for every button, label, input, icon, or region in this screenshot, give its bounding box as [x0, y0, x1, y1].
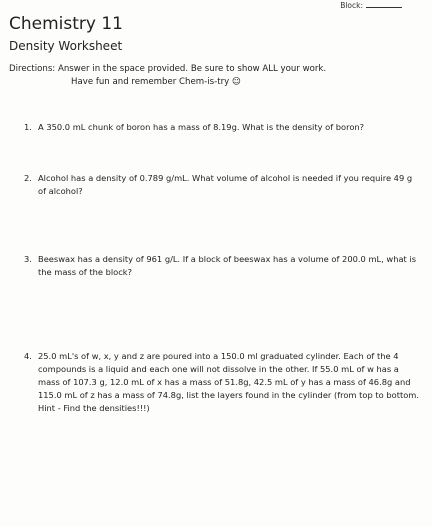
question-4	[24, 350, 419, 415]
directions-line-1: Answer in the space provided. Be sure to show ALL your work.	[57, 64, 327, 74]
question-text: 25.0 mL's of w, x, y and z are poured into a 150.0 ml graduated cylinder. Each of the 4 compounds is a liquid and each one will not dissolve in the other. If 55.0 mL of w has a mass of 107.3 g, 12.0 mL of x has a mass of 51.8g, 42.5 mL of y has a mass of 46.8g and 115.0 mL of z has a mass of 74.8g, list the layers found in the cylinder (from top to bottom. Hint - Find the densities!!!)	[38, 351, 419, 413]
directions-label: Directions:	[9, 64, 56, 74]
question-text: Beeswax has a density of 961 g/L. If a block of beeswax has a volume of 200.0 mL, what is the mass of the block?	[38, 254, 417, 277]
question-text: A 350.0 mL chunk of boron has a mass of 8.19g. What is the density of boron?	[38, 122, 365, 132]
question-text: Alcohol has a density of 0.789 g/mL. What volume of alcohol is needed if you require 49 g of alcohol?	[38, 173, 413, 196]
block-blank-line	[366, 0, 402, 8]
page-title: Chemistry 11	[9, 14, 123, 34]
block-field	[340, 0, 402, 11]
directions-line-2: Have fun and remember Chem-is-try ☺	[71, 77, 241, 87]
question-number: 3.	[24, 254, 32, 264]
page-subtitle: Density Worksheet	[9, 39, 123, 53]
question-1	[24, 121, 419, 134]
question-number: 4.	[24, 351, 32, 361]
directions	[9, 63, 419, 89]
question-3	[24, 253, 419, 279]
block-label: Block:	[340, 1, 363, 10]
question-number: 1.	[24, 122, 32, 132]
question-number: 2.	[24, 173, 32, 183]
question-2	[24, 172, 419, 198]
